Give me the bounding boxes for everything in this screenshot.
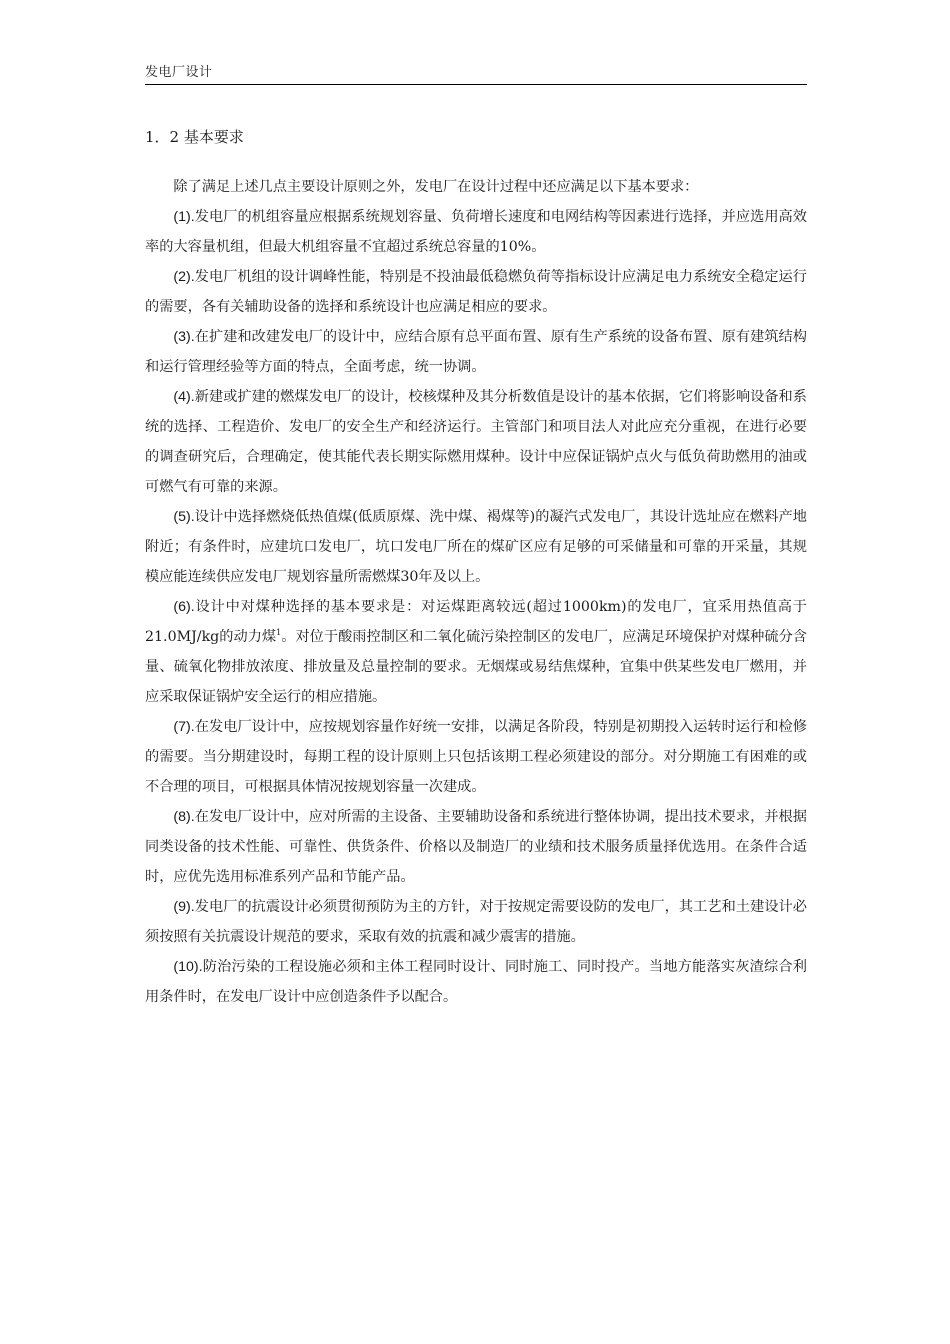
item-number: (7). [173,719,195,735]
requirement-item-10 [145,952,807,1012]
item-number: (10). [173,959,203,975]
requirement-item-6 [145,592,807,712]
item-text: 发电厂的抗震设计必须贯彻预防为主的方针，对于按规定需要设防的发电厂，其工艺和土建设计必须按照有关抗震设计规范的要求，采取有效的抗震和减少震害的措施。 [145,899,807,945]
item-number: (9). [173,899,195,915]
item-text: 在发电厂设计中，应按规划容量作好统一安排，以满足各阶段，特别是初期投入运转时运行和检修的需要。当分期建设时，每期工程的设计原则上只包括该期工程必须建设的部分。对分期施工有困难的或不合理的项目，可根据具体情况按规划容量一次建成。 [145,719,807,795]
item-text: 发电厂的机组容量应根据系统规划容量、负荷增长速度和电网结构等因素进行选择，并应选用高效率的大容量机组，但最大机组容量不宜超过系统总容量的10%。 [145,209,807,255]
item-number: (8). [173,809,195,825]
item-text: 在发电厂设计中，应对所需的主设备、主要辅助设备和系统进行整体协调，提出技术要求，并根据同类设备的技术性能、可靠性、供货条件、价格以及制造厂的业绩和技术服务质量择优选用。在条件合适时，应优先选用标准系列产品和节能产品。 [145,809,807,885]
item-text: 设计中选择燃烧低热值煤(低质原煤、洗中煤、褐煤等)的凝汽式发电厂，其设计选址应在燃料产地附近；有条件时，应建坑口发电厂，坑口发电厂所在的煤矿区应有足够的可采储量和可靠的开采量，其规模应能连续供应发电厂规划容量所需燃煤30年及以上。 [145,509,807,585]
page-header [145,62,807,85]
requirement-item-1 [145,202,807,262]
section-heading: 1．2 基本要求 [145,128,244,146]
item-text: 防治污染的工程设施必须和主体工程同时设计、同时施工、同时投产。当地方能落实灰渣综合利用条件时，在发电厂设计中应创造条件予以配合。 [145,959,807,1005]
item-text-after-footnote: 。对位于酸雨控制区和二氧化硫污染控制区的发电厂，应满足环境保护对煤种硫分含量、硫氧化物排放浓度、排放量及总量控制的要求。无烟煤或易结焦煤种，宜集中供某些发电厂燃用，并应采取保证锅炉安全运行的相应措施。 [145,629,807,705]
intro-paragraph: 除了满足上述几点主要设计原则之外，发电厂在设计过程中还应满足以下基本要求： [173,179,699,195]
item-number: (3). [173,329,195,345]
item-text: 在扩建和改建发电厂的设计中，应结合原有总平面布置、原有生产系统的设备布置、原有建筑结构和运行管理经验等方面的特点，全面考虑，统一协调。 [145,329,807,375]
item-text: 新建或扩建的燃煤发电厂的设计，校核煤种及其分析数值是设计的基本依据，它们将影响设备和系统的选择、工程造价、发电厂的安全生产和经济运行。主管部门和项目法人对此应充分重视，在进行必要的调查研究后，合理确定，使其能代表长期实际燃用煤种。设计中应保证锅炉点火与低负荷助燃用的油或可燃气有可靠的来源。 [145,389,807,495]
body-text [145,172,807,1012]
item-number: (2). [173,269,195,285]
item-text: 发电厂机组的设计调峰性能，特别是不投油最低稳燃负荷等指标设计应满足电力系统安全稳定运行的需要，各有关辅助设备的选择和系统设计也应满足相应的要求。 [145,269,807,315]
item-number: (6). [173,599,195,615]
requirement-item-7 [145,712,807,802]
footnote-reference[interactable]: 1 [276,628,282,637]
item-number: (4). [173,389,195,405]
requirement-item-4 [145,382,807,502]
requirement-item-8 [145,802,807,892]
requirement-item-2 [145,262,807,322]
item-number: (5). [173,509,195,525]
requirement-item-5 [145,502,807,592]
requirement-item-9 [145,892,807,952]
item-text-before-footnote: 设计中对煤种选择的基本要求是：对运煤距离较远(超过1000km)的发电厂，宜采用热值高于21.0MJ/kg的动力煤 [145,599,807,645]
requirement-item-3 [145,322,807,382]
header-title: 发电厂设计 [145,65,213,80]
item-number: (1). [173,209,195,225]
